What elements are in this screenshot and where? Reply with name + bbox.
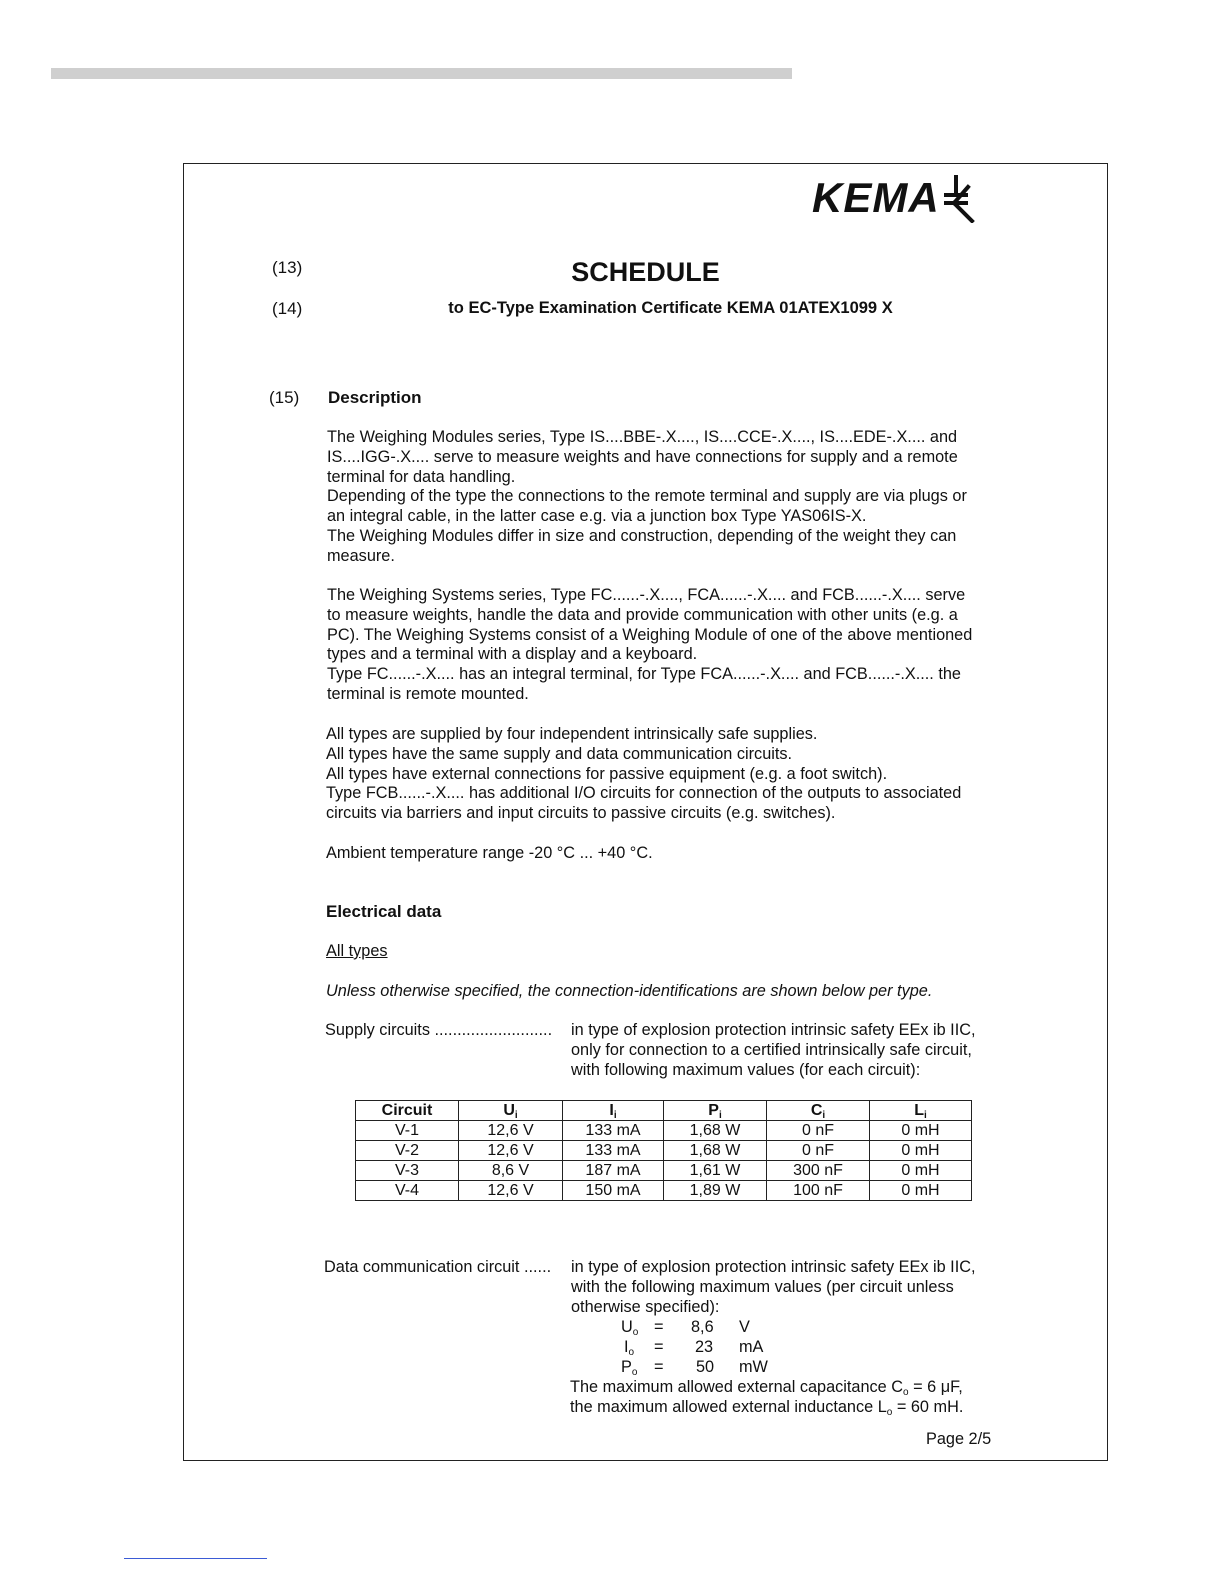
supply-circuits-label: Supply circuits .......................... xyxy=(325,1021,553,1039)
supply-circuits-text: in type of explosion protection intrinsic safety EEx ib IIC, only for connection to a certified intrinsically safe circuit, with following maximum values (for each circuit): xyxy=(571,1021,976,1079)
all-types-subheading: All types xyxy=(326,942,388,960)
table-row: V-4 12,6 V 150 mA 1,89 W 100 nF 0 mH xyxy=(356,1181,972,1201)
electrical-data-heading: Electrical data xyxy=(326,902,442,921)
table-header-row xyxy=(356,1101,972,1121)
description-paragraph-3: All types are supplied by four independent intrinsically safe supplies. All types have the same supply and data communication circuits. All types have external connections for passive equipment (e.g. a foot switch). Type FCB......-.X.... has additional I/O circuits for connection of the outputs to associated circuits via barriers and input circuits to passive circuits (e.g. switches). xyxy=(326,725,962,823)
table-header-pi: $P_i$ xyxy=(664,1101,767,1121)
kema-logo-icon xyxy=(942,173,978,223)
footer-link-underline xyxy=(124,1558,267,1559)
value-row-io: $I_o$ = 23 mA xyxy=(624,1338,764,1358)
page-number: Page 2/5 xyxy=(926,1430,992,1448)
table-row: V-1 12,6 V 133 mA 1,68 W 0 nF 0 mH xyxy=(356,1121,972,1141)
table-header-ii: $I_i$ xyxy=(563,1101,664,1121)
logo-text: KEMA xyxy=(812,174,940,221)
value-row-uo: $U_o$ = 8,6 V xyxy=(621,1318,750,1338)
top-gray-bar xyxy=(51,68,792,79)
table-header-ci: $C_i$ xyxy=(767,1101,870,1121)
data-communication-text: in type of explosion protection intrinsic safety EEx ib IIC, with the following maximum values (per circuit unless otherwise specified): xyxy=(571,1258,976,1316)
ambient-temperature: Ambient temperature range -20 °C ... +40 °C. xyxy=(326,844,653,862)
page-title: SCHEDULE xyxy=(571,257,720,287)
section-number-14: (14) xyxy=(272,299,303,318)
certificate-subtitle: to EC-Type Examination Certificate KEMA 01ATEX1099 X xyxy=(448,299,893,317)
description-paragraph-2: The Weighing Systems series, Type FC......-.X...., FCA......-.X.... and FCB......-.X.... serve to measure weights, handle the data and provide communication with other units (e.g. a PC). The Weighing Systems consist of a Weighing Module of one of the above mentioned types and a terminal with a display and a keyboard. Type FC......-.X.... has an integral terminal, for Type FCA......-.X.... and FCB......-.X.... the terminal is remote mounted. xyxy=(327,586,973,703)
table-header-ui: $U_i$ xyxy=(459,1101,563,1121)
connection-note: Unless otherwise specified, the connection-identifications are shown below per type. xyxy=(326,982,933,1000)
data-communication-label: Data communication circuit ...... xyxy=(324,1258,552,1276)
table-header-li: $L_i$ xyxy=(870,1101,972,1121)
section-number-13: (13) xyxy=(272,258,303,277)
table-header-circuit: Circuit xyxy=(356,1101,459,1121)
max-capacitance-text: The maximum allowed external capacitance $C_o = 6$ μF, xyxy=(570,1378,963,1398)
table-row: V-3 8,6 V 187 mA 1,61 W 300 nF 0 mH xyxy=(356,1161,972,1181)
section-number-15: (15) xyxy=(269,388,300,407)
kema-logo xyxy=(812,172,978,224)
value-row-po: $P_o$ = 50 mW xyxy=(621,1358,768,1378)
max-inductance-text: the maximum allowed external inductance $L_o = 60$ mH. xyxy=(570,1398,964,1418)
description-paragraph-1: The Weighing Modules series, Type IS....BBE-.X...., IS....CCE-.X...., IS....EDE-.X.... and IS....IGG-.X.... serve to measure weights and have connections for supply and a remote terminal for data handling. Depending of the type the connections to the remote terminal and supply are via plugs or an integral cable, in the latter case e.g. via a junction box Type YAS06IS-X. The Weighing Modules differ in size and construction, depending of the weight they can measure. xyxy=(327,428,967,565)
description-heading: Description xyxy=(328,388,422,407)
supply-values-table xyxy=(355,1100,972,1201)
table-row: V-2 12,6 V 133 mA 1,68 W 0 nF 0 mH xyxy=(356,1141,972,1161)
